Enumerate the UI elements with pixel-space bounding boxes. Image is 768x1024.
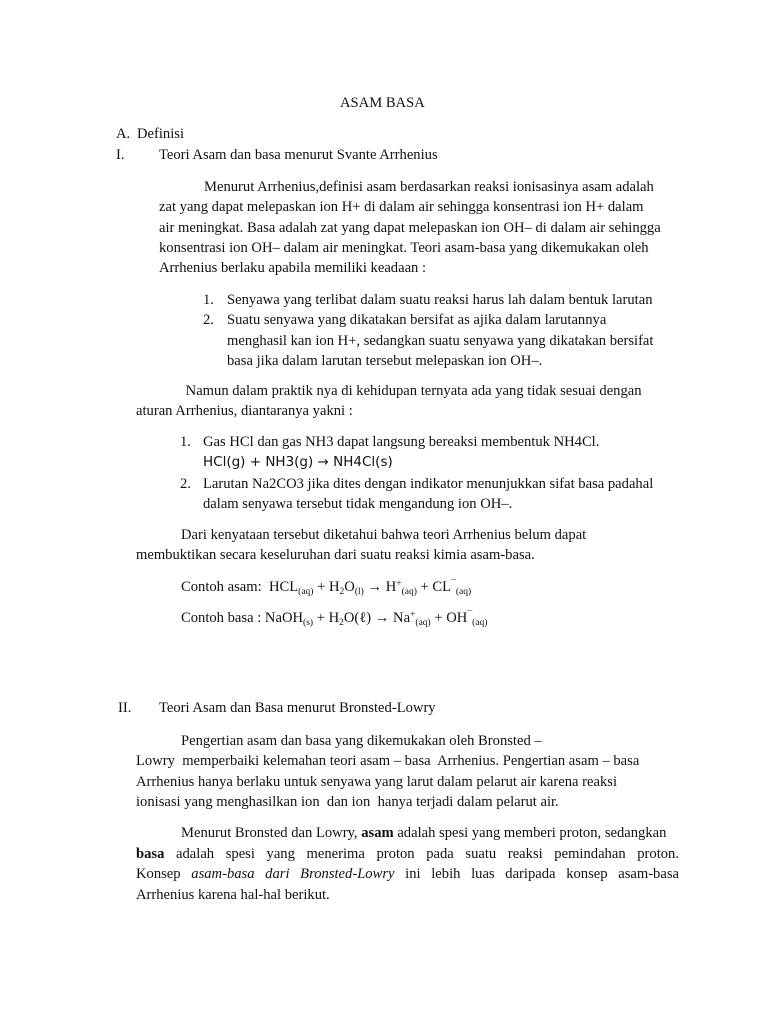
exception-line: Gas HCl dan gas NH3 dapat langsung bereaksi membentuk NH4Cl. <box>203 434 600 450</box>
part1-para1-line: air meningkat. Basa adalah zat yang dapat melepaskan ion OH– di dalam air sehingga <box>159 220 661 236</box>
part2-para2-line: Arrhenius karena hal-hal berikut. <box>136 887 330 903</box>
section-a-label: Definisi <box>137 126 185 142</box>
condition-number: 2. <box>203 312 214 328</box>
part2-para1-line: Lowry memperbaiki kelemahan teori asam – basa Arrhenius. Pengertian asam – basa <box>136 753 640 769</box>
part2-para1-line: Arrhenius hanya berlaku untuk senyawa yang larut dalam pelarut air karena reaksi <box>136 774 617 790</box>
example-base-label: Contoh basa : <box>181 610 262 626</box>
part1-para1-line: Menurut Arrhenius,definisi asam berdasarkan reaksi ionisasinya asam adalah <box>204 179 654 195</box>
exception-line: Larutan Na2CO3 jika dites dengan indikator menunjukkan sifat basa padahal <box>203 476 654 492</box>
reaction-equation: HCl(g) + NH3(g) → NH4Cl(s) <box>203 454 393 470</box>
part1-para3-line: membuktikan secara keseluruhan dari suatu reaksi kimia asam-basa. <box>136 547 535 563</box>
part2-numeral: II. <box>118 700 132 716</box>
part2-para1-line: ionisasi yang menghasilkan ion dan ion hanya terjadi dalam pelarut air. <box>136 794 559 810</box>
part2-para2-line: basa adalah spesi yang menerima proton pada suatu reaksi pemindahan proton. <box>136 846 679 862</box>
part1-para1-line: Arrhenius berlaku apabila memiliki keadaan : <box>159 260 427 276</box>
part1-heading: Teori Asam dan basa menurut Svante Arrhenius <box>159 147 438 163</box>
document-title: ASAM BASA <box>340 95 425 111</box>
example-acid-label: Contoh asam: <box>181 579 262 595</box>
condition-line: Suatu senyawa yang dikatakan bersifat as ajika dalam larutannya <box>227 312 607 328</box>
section-a-marker: A. <box>116 126 131 142</box>
exception-number: 2. <box>180 476 191 492</box>
condition-number: 1. <box>203 292 214 308</box>
part1-para2-line: aturan Arrhenius, diantaranya yakni : <box>136 403 353 419</box>
term-bronsted-lowry: asam-basa dari Bronsted-Lowry <box>191 866 395 882</box>
part1-para1-line: zat yang dapat melepaskan ion H+ di dalam air sehingga konsentrasi ion H+ dalam <box>159 199 644 215</box>
part2-para2-line: Konsep asam-basa dari Bronsted-Lowry ini lebih luas daripada konsep asam-basa <box>136 866 679 882</box>
part2-para1-line: Pengertian asam dan basa yang dikemukakan oleh Bronsted – <box>181 733 542 749</box>
exception-line: dalam senyawa tersebut tidak mengandung ion OH–. <box>203 496 513 512</box>
part1-numeral: I. <box>116 147 125 163</box>
example-base: Contoh basa : NaOH$_{(s)}$ + $H_2O(\ell) \to Na^+_{(aq)} + OH^¯_{(aq)}$ <box>181 610 488 628</box>
part2-heading: Teori Asam dan Basa menurut Bronsted-Lowry <box>159 700 436 716</box>
term-asam: asam <box>361 825 394 841</box>
term-basa: basa <box>136 846 165 862</box>
condition-line: menghasil kan ion H+, sedangkan suatu senyawa yang dikatakan bersifat <box>227 333 654 349</box>
part1-para2-line: Namun dalam praktik nya di kehidupan ternyata ada yang tidak sesuai dengan <box>182 383 642 399</box>
part2-para2-line: Menurut Bronsted dan Lowry, asam adalah spesi yang memberi proton, sedangkan <box>181 825 667 841</box>
condition-line: Senyawa yang terlibat dalam suatu reaksi harus lah dalam bentuk larutan <box>227 292 653 308</box>
part1-para3-line: Dari kenyataan tersebut diketahui bahwa teori Arrhenius belum dapat <box>181 527 587 543</box>
part1-para1-line: konsentrasi ion OH– dalam air meningkat. Teori asam-basa yang dikemukakan oleh <box>159 240 649 256</box>
example-acid: Contoh asam: $HCL_{(aq)} + H_2O_{(l)} \to H^+_{(aq)} + CL^¯_{(aq)}$ <box>181 579 472 597</box>
exception-number: 1. <box>180 434 191 450</box>
condition-line: basa jika dalam larutan tersebut melepaskan ion OH–. <box>227 353 543 369</box>
